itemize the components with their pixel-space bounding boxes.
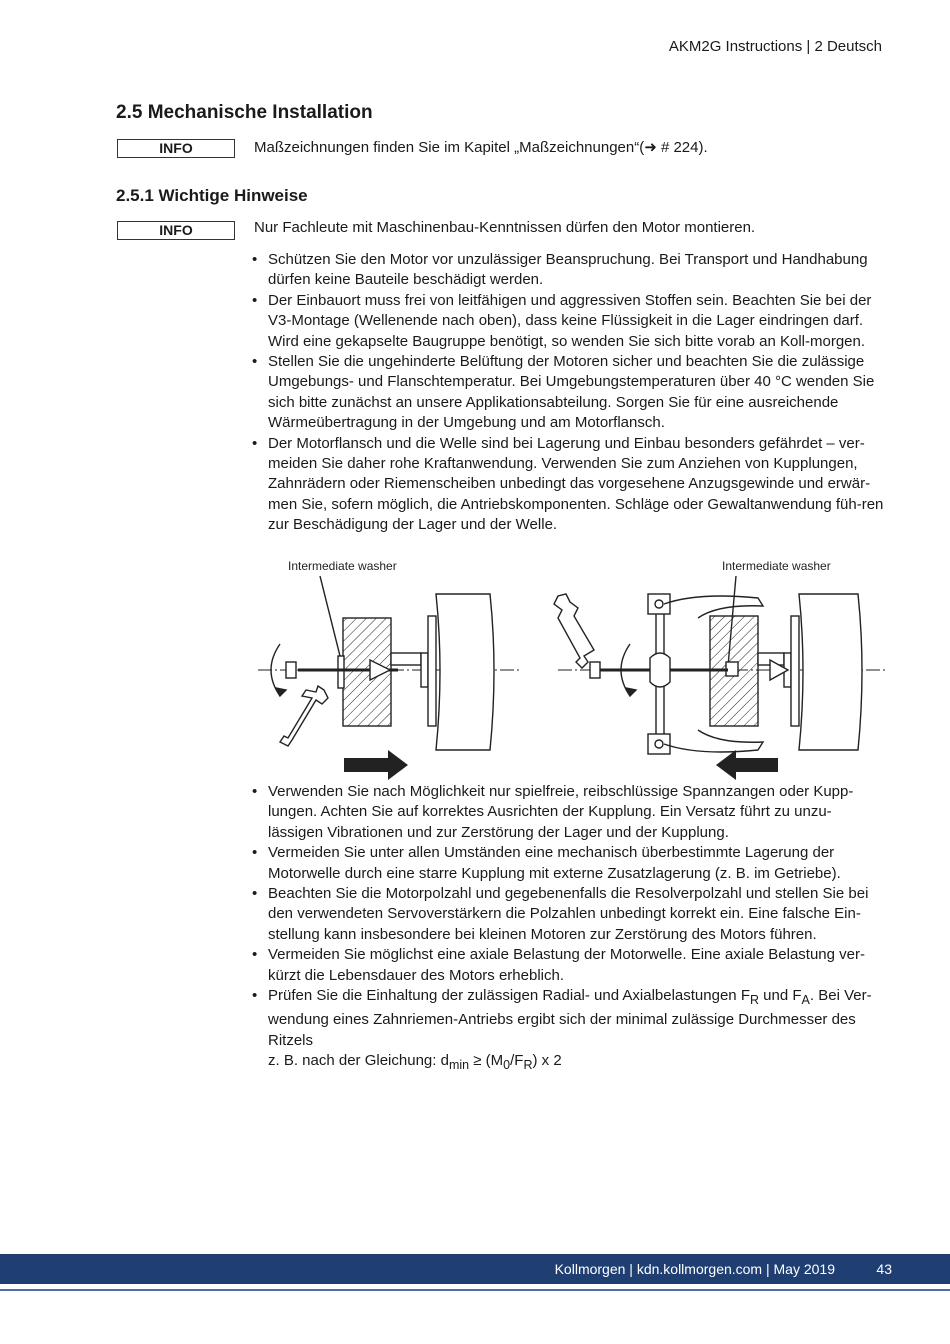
- list-item: • Der Motorflansch und die Welle sind bei Lagerung und Einbau besonders gefährdet – ver-meiden Sie daher rohe Kraftanwendung. Verwenden Sie zum Anziehen von Kupplungen, Zahnrädern oder Riemenscheiben unbedingt das vorgesehene Anzugsgewinde und erwär-men Sie, sofern möglich, die Antriebskomponenten. Schläge oder Gewaltanwendung füh-ren zur Beschädigung der Lager und der Welle.: [254, 434, 884, 536]
- info-text: Nur Fachleute mit Maschinenbau-Kenntnissen dürfen den Motor montieren.: [254, 219, 756, 236]
- footer-bar: [0, 1254, 950, 1284]
- list-item: • Stellen Sie die ungehinderte Belüftung der Motoren sicher und beachten Sie die zulässige Umgebungs- und Flanschtemperatur. Bei Umgebungstemperaturen über 40 °C wenden Sie sich bitte zunächst an unsere Applikationsabteilung. Sorgen Sie für eine ausreichende Wärmeübertragung in der Umgebung und am Motorflansch.: [254, 352, 884, 434]
- list-item: • Vermeiden Sie unter allen Umständen eine mechanisch überbestimmte Lagerung der Motorwelle durch eine starre Kupplung mit externe Zusatzlagerung (z. B. im Getriebe).: [254, 843, 884, 884]
- left-assembly: [258, 576, 520, 750]
- equation-text: ) x 2: [532, 1052, 562, 1070]
- subsection-heading: 2.5.1 Wichtige Hinweise: [116, 186, 308, 205]
- figure-label-right: Intermediate washer: [722, 559, 831, 573]
- footer-text: Kollmorgen | kdn.kollmorgen.com | May 2019: [554, 1261, 835, 1277]
- page-number: 43: [876, 1261, 892, 1277]
- list-item: • Schützen Sie den Motor vor unzulässiger Beanspruchung. Bei Transport und Handhabung dürfen keine Bauteile beschädigt werden.: [254, 250, 884, 291]
- mounting-diagram: [258, 558, 888, 780]
- bullet-list: [254, 250, 884, 536]
- info-text: Maßzeichnungen finden Sie im Kapitel „Maßzeichnungen“(➜ # 224).: [254, 139, 708, 156]
- arrow-left-icon: [716, 750, 778, 780]
- list-item: • Beachten Sie die Motorpolzahl und gegebenenfalls die Resolverpolzahl und stellen Sie bei den verwendeten Servoverstärkern die Polzahlen unbedingt korrekt ein. Eine falsche Ein-stellung kann insbesondere bei kleinen Motoren zur Zerstörung des Motors führen.: [254, 884, 884, 945]
- bullet-text: . Bei Ver-wendung eines Zahnriemen-Antriebs ergibt sich der minimal zulässige Durchmesser des Ritzels: [268, 987, 872, 1049]
- list-item: • Der Einbauort muss frei von leitfähigen und aggressiven Stoffen sein. Beachten Sie bei der V3-Montage (Wellenende nach oben), dass keine Flüssigkeit in die Lager eindringen darf. Wird eine gekapselte Baugruppe benötigt, so wenden Sie sich bitte vorab an Koll-morgen.: [254, 291, 884, 352]
- subscript: R: [523, 1058, 533, 1073]
- list-item: • Verwenden Sie nach Möglichkeit nur spielfreie, reibschlüssige Spannzangen oder Kupp-lungen. Achten Sie auf korrektes Ausrichten der Kupplung. Ein Versatz führt zu unzu-lässigen Vibrationen und zur Zerstörung der Lager und der Kupplung.: [254, 782, 884, 843]
- list-item: [254, 986, 884, 1076]
- info-badge: INFO: [117, 139, 235, 158]
- equation-text: /F: [510, 1052, 524, 1070]
- right-assembly: [554, 576, 888, 754]
- section-heading: 2.5 Mechanische Installation: [116, 102, 373, 123]
- bullet-list: [254, 782, 884, 1076]
- running-header: AKM2G Instructions | 2 Deutsch: [668, 38, 882, 55]
- figure-label-left: Intermediate washer: [288, 559, 397, 573]
- bullet-text: und F: [759, 987, 802, 1005]
- list-item: • Vermeiden Sie möglichst eine axiale Belastung der Motorwelle. Eine axiale Belastung ver-kürzt die Lebensdauer des Motors erheblich.: [254, 945, 884, 986]
- info-badge: INFO: [117, 221, 235, 240]
- bullet-text: Prüfen Sie die Einhaltung der zulässigen Radial- und Axialbelastungen F: [268, 987, 750, 1005]
- equation-text: ≥ (M: [469, 1052, 504, 1070]
- equation: [268, 1051, 884, 1075]
- arrow-right-icon: [344, 750, 408, 780]
- equation-text: z. B. nach der Gleichung: d: [268, 1052, 449, 1070]
- subscript: min: [448, 1058, 470, 1073]
- subscript: 0: [503, 1058, 511, 1073]
- subscript: R: [749, 993, 760, 1008]
- footer-rule: [0, 1289, 950, 1291]
- subscript: A: [801, 993, 810, 1008]
